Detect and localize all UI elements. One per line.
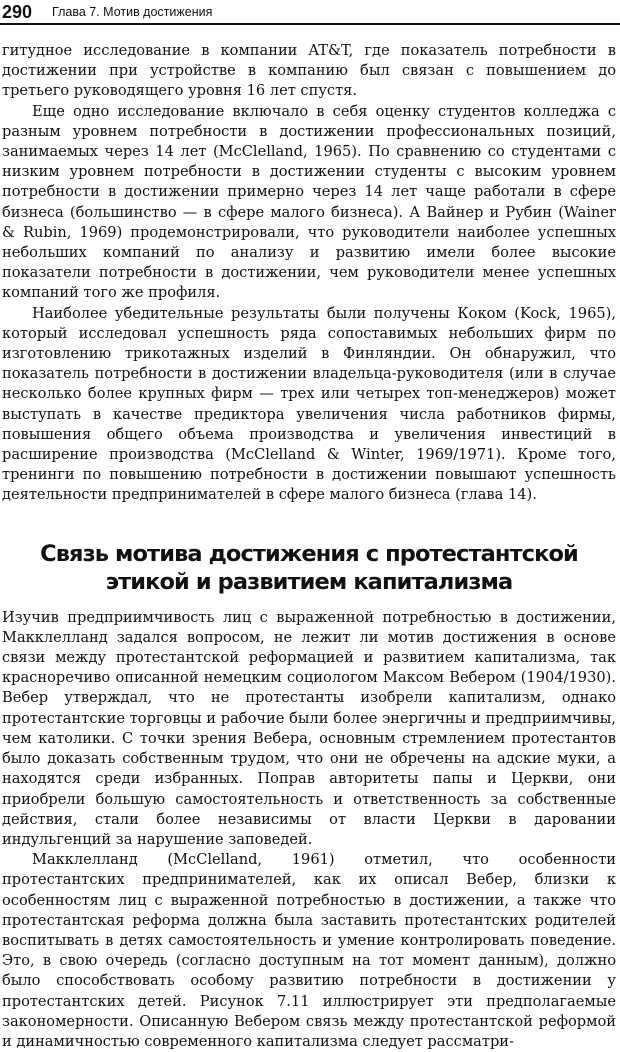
paragraph: Макклелланд (McClelland, 1961) отметил, что особенности протестантских предпринимателей, как их описал Вебер, близки к особенностям лиц с выраженной потребностью в достижении, а также что протестантская реформа должна была заставить протестантских родителей воспитывать в детях самостоятельность и умение контролировать поведение. Это, в свою очередь (согласно доступным на тот момент данным), должно было способствовать особому развитию потребности в достижении у протестантских детей. Рисунок 7.11 иллюстрирует эти предполагаемые закономерности. Описанную Вебером связь между протестантской реформой и динамичностью современного капитализма следует рассматри- xyxy=(2,851,616,1050)
spacer xyxy=(2,506,616,540)
header-rule xyxy=(0,23,620,25)
paragraph: Наиболее убедительные результаты были получены Коком (Kock, 1965), который исследовал успешность ряда сопоставимых небольших фирм по изготовлению трикотажных изделий в Финляндии. Он обнаружил, что показатель потребности в достижении владельца-руководителя (или в случае несколько более крупных фирм — трех или четырех топ-менеджеров) может выступать в качестве предиктора увеличения числа работников фирмы, повышения общего объема производства и увеличения инвестиций в расширение производства (McClelland & Winter, 1969/1971). Кроме того, тренинги по повышению потребности в достижении повышают успешность деятельности предпринимателей в сфере малого бизнеса (глава 14). xyxy=(2,304,616,504)
section-heading xyxy=(2,540,616,596)
spacer xyxy=(2,596,616,608)
paragraph: Еще одно исследование включало в себя оценку студентов колледжа с разным уровнем потребности в достижении профессиональных позиций, занимаемых через 14 лет (McClelland, 1965). По сравнению со студентами с низким уровнем потребности в достижении студенты с высоким уровнем потребности в достижении примерно через 14 лет чаще работали в сфере бизнеса (большинство — в сфере малого бизнеса). А Вайнер и Рубин (Wainer & Rubin, 1969) продемонстрировали, что руководители наиболее успешных небольших компаний по анализу и развитию имели более высокие показатели потребности в достижении, чем руководители менее успешных компаний того же профиля. xyxy=(2,102,616,302)
chapter-title: Глава 7. Мотив достижения xyxy=(52,5,213,19)
page-body xyxy=(2,41,616,1052)
section-heading-line-2: этикой и развитием капитализма xyxy=(105,568,513,595)
paragraph-continued: гитудное исследование в компании AT&T, где показатель потребности в достижении при устройстве в компанию был связан с повышением до третьего руководящего уровня 16 лет спустя. xyxy=(2,42,616,100)
section-heading-line-1: Связь мотива достижения с протестантской xyxy=(40,540,578,567)
running-header xyxy=(0,2,620,22)
paragraph: Изучив предприимчивость лиц с выраженной потребностью в достижении, Макклелланд задался вопросом, не лежит ли мотив достижения в основе связи между протестантской реформацией и развитием капитализма, так красноречиво описанной немецким социологом Максом Вебером (1904/1930). Вебер утверждал, что не протестанты изобрели капитализм, однако протестантские торговцы и рабочие были более энергичны и предприимчивы, чем католики. С точки зрения Вебера, основным стремлением протестантов было доказать собственным трудом, что они не обречены на адские муки, а находятся среди избранных. Поправ авторитеты папы и Церкви, они приобрели большую самостоятельность и ответственность за собственные действия, стали более независимы от власти Церкви в даровании индульгенций за нарушение заповедей. xyxy=(2,608,616,848)
page-number: 290 xyxy=(2,2,33,22)
